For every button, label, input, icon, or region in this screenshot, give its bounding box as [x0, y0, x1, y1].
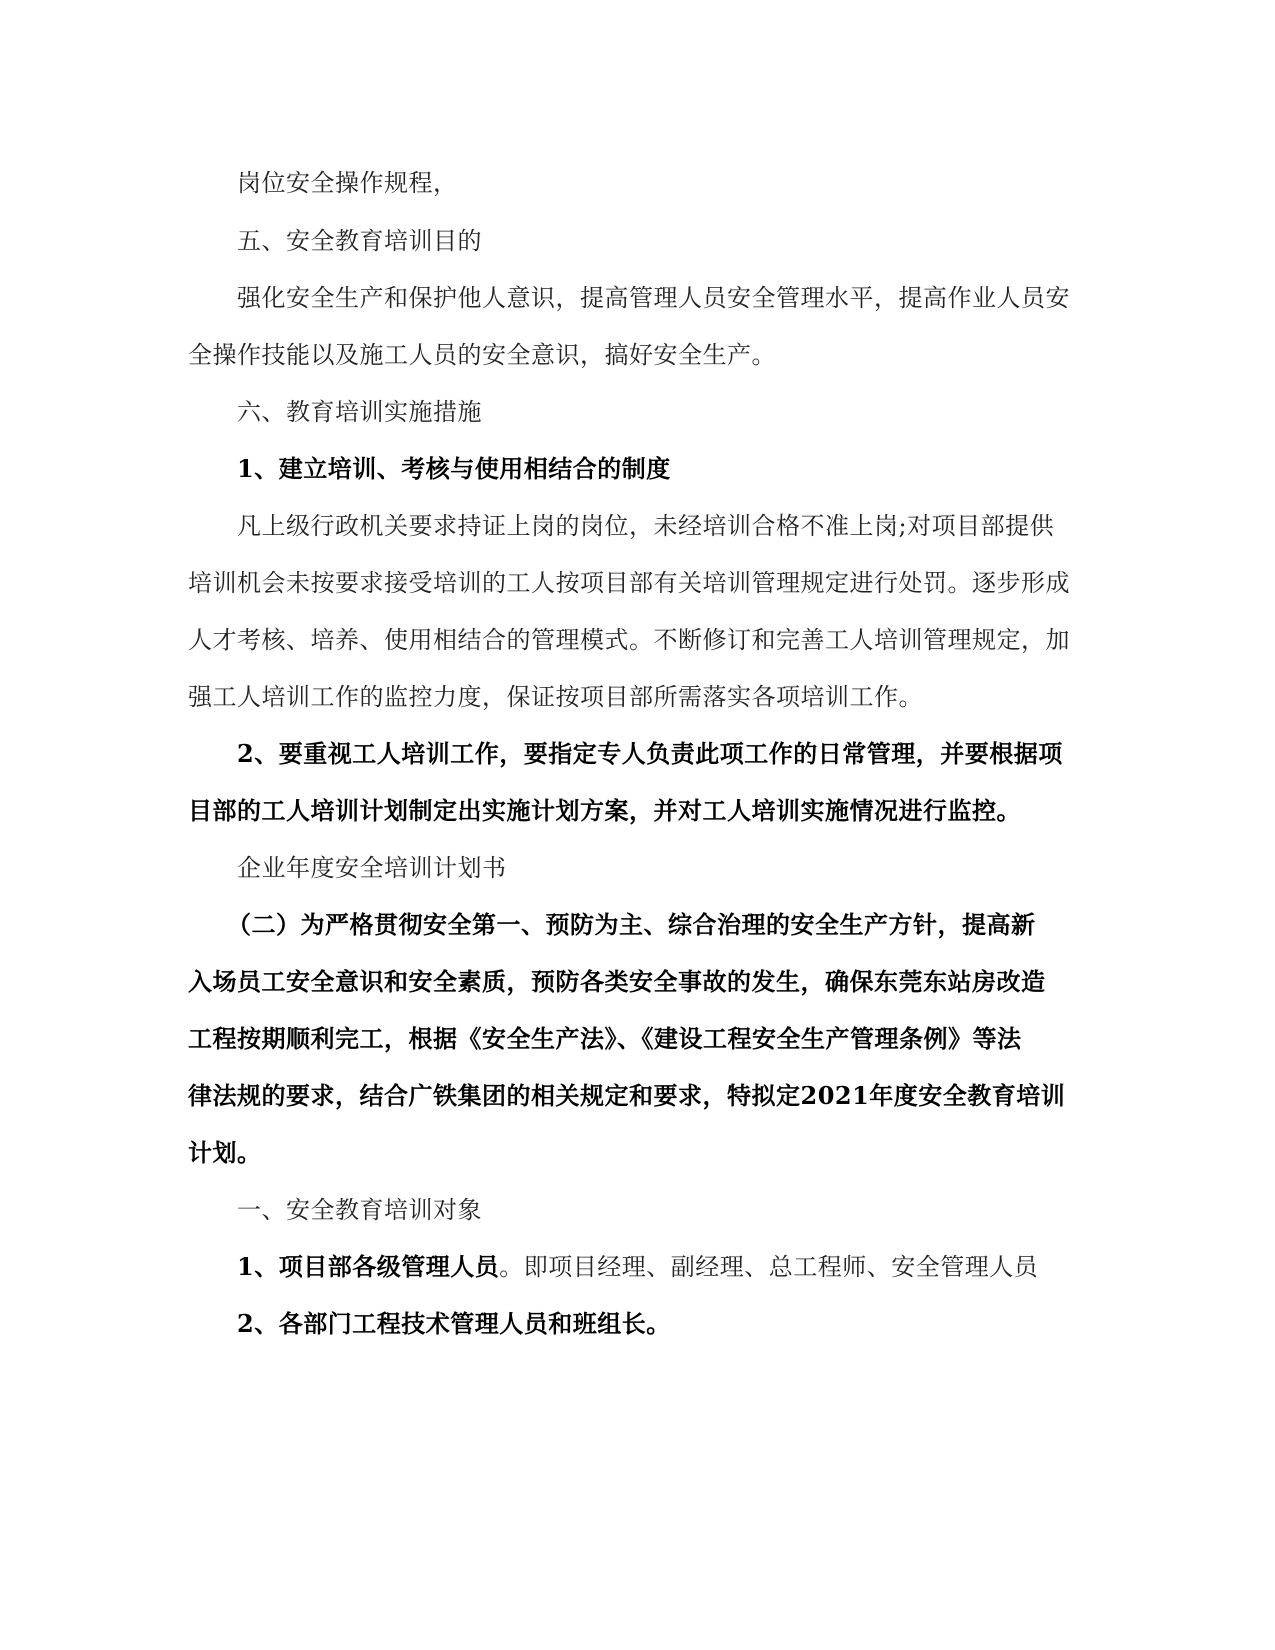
- text-line: 人才考核、培养、使用相结合的管理模式。不断修订和完善工人培训管理规定，加: [188, 626, 1070, 654]
- text-line: 培训机会未按要求接受培训的工人按项目部有关培训管理规定进行处罚。逐步形成: [188, 569, 1070, 597]
- text-line-bold: 律法规的要求，结合广铁集团的相关规定和要求，特拟定2021年度安全教育培训: [188, 1081, 1066, 1110]
- text-line-bold: 工程按期顺利完工，根据《安全生产法》、《建设工程安全生产管理条例》等法: [188, 1024, 1022, 1053]
- text-line: 强工人培训工作的监控力度，保证按项目部所需落实各项培训工作。: [188, 683, 923, 711]
- text-line-bold: 目部的工人培训计划制定出实施计划方案，并对工人培训实施情况进行监控。: [188, 796, 1021, 825]
- text-line: 岗位安全操作规程，: [237, 169, 458, 197]
- text-line-mixed: [237, 1252, 1038, 1282]
- text-normal-part: 。即项目经理、副经理、总工程师、安全管理人员: [499, 1253, 1039, 1281]
- section-heading: 五、安全教育培训目的: [237, 227, 482, 255]
- text-line-bold: （二）为严格贯彻安全第一、预防为主、综合治理的安全生产方针，提高新: [227, 910, 1036, 939]
- section-heading: 一、安全教育培训对象: [237, 1196, 482, 1224]
- text-line-bold: 计划。: [188, 1138, 262, 1167]
- text-line-bold: 入场员工安全意识和安全素质，预防各类安全事故的发生，确保东莞东站房改造: [188, 967, 1046, 996]
- text-line-bold: 2、要重视工人培训工作，要指定专人负责此项工作的日常管理，并要根据项: [237, 739, 1063, 768]
- text-line: 强化安全生产和保护他人意识，提高管理人员安全管理水平，提高作业人员安: [237, 284, 1070, 312]
- document-title: 企业年度安全培训计划书: [237, 854, 507, 882]
- subsection-heading: 1、建立培训、考核与使用相结合的制度: [237, 454, 671, 483]
- text-line: 全操作技能以及施工人员的安全意识，搞好安全生产。: [188, 341, 776, 369]
- text-line: 凡上级行政机关要求持证上岗的岗位，未经培训合格不准上岗;对项目部提供: [237, 512, 1055, 540]
- text-line-bold: 2、各部门工程技术管理人员和班组长。: [237, 1309, 671, 1338]
- text-bold-part: 1、项目部各级管理人员: [237, 1252, 500, 1281]
- section-heading: 六、教育培训实施措施: [237, 398, 482, 426]
